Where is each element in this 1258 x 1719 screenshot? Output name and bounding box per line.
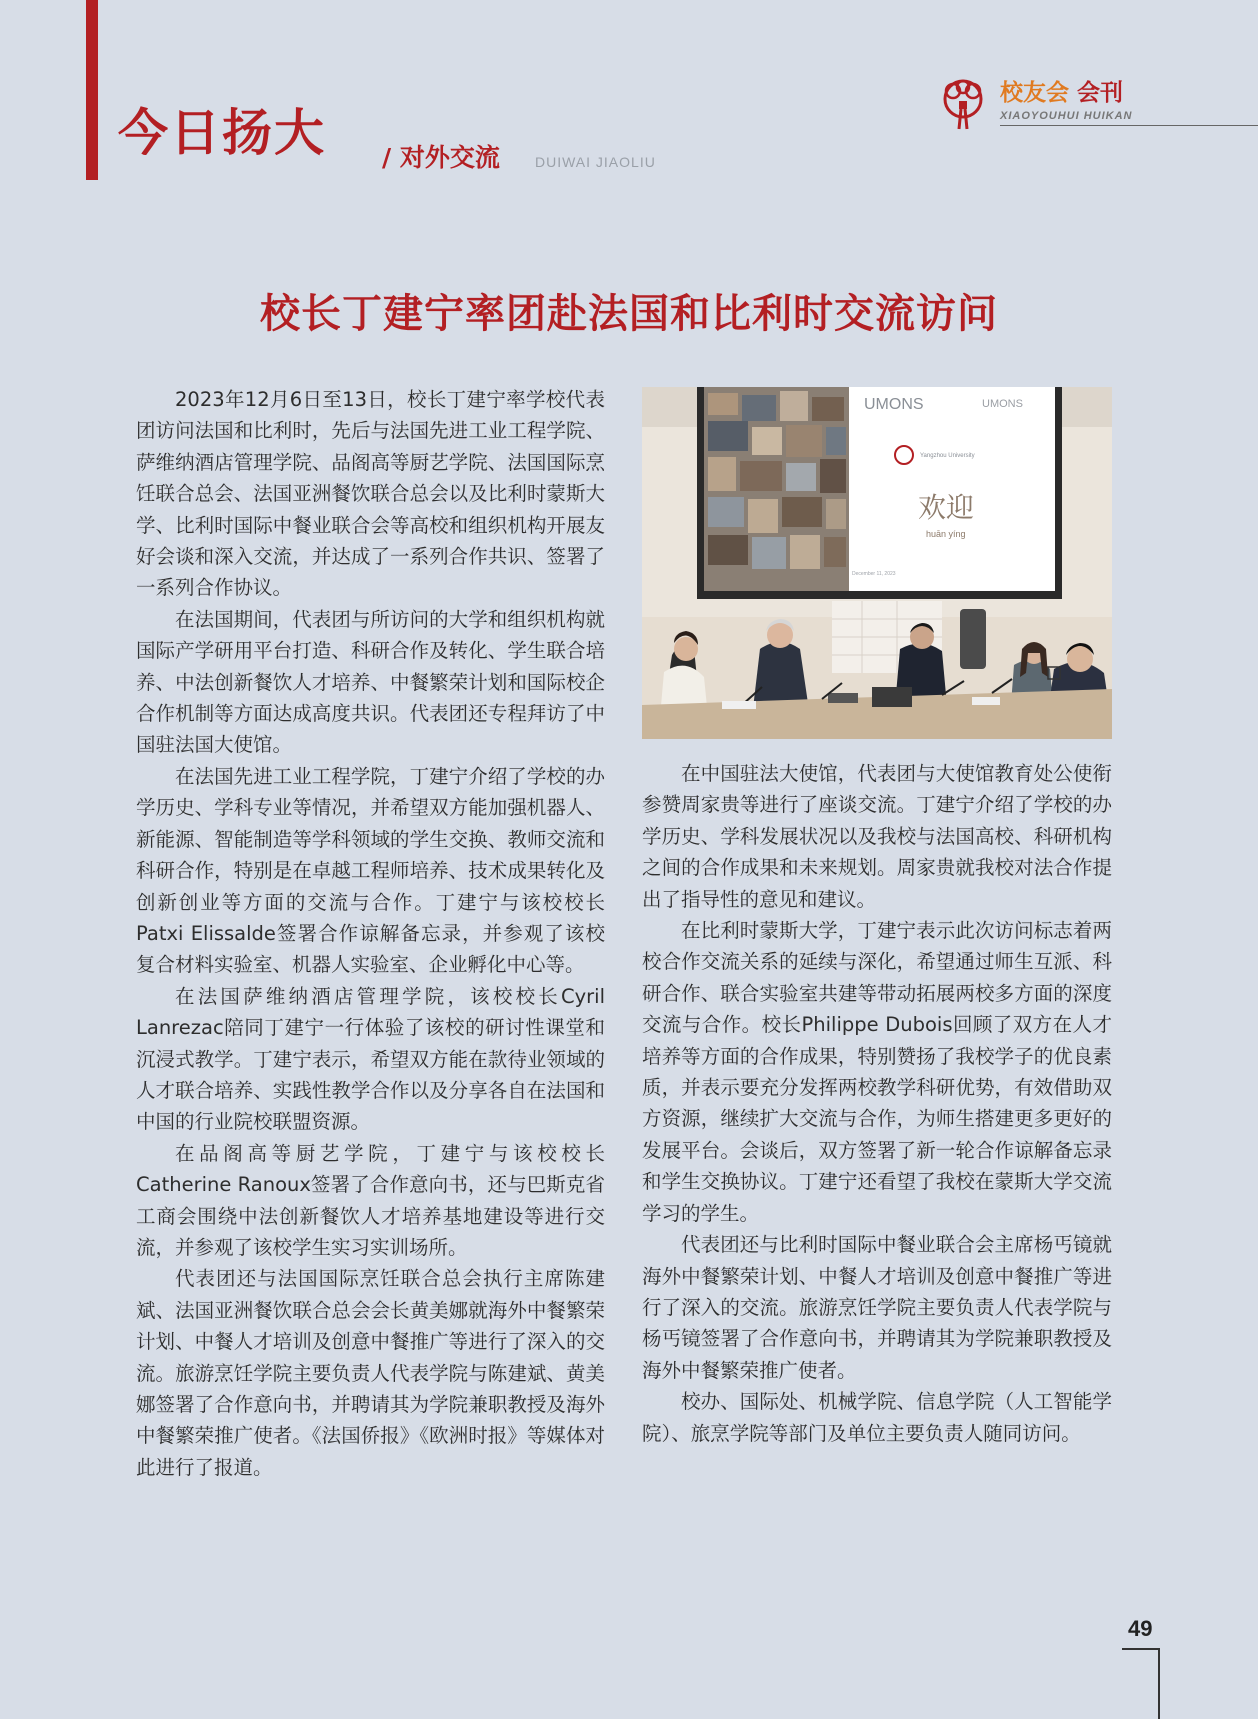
- screen-date: December 11, 2023: [852, 571, 896, 577]
- paragraph: 在法国期间，代表团与所访问的大学和组织机构就国际产学研用平台打造、科研合作及转化、学生联合培养、中法创新餐饮人才培养、中餐繁荣计划和国际校企合作机制等方面达成高度共识。代表团还专程拜访了中国驻法国大使馆。: [136, 607, 605, 757]
- meeting-photo: [642, 387, 1112, 739]
- screen-umons-logo-small: UMONS: [982, 398, 1023, 410]
- header-red-bar: [86, 0, 98, 180]
- paragraph: 在比利时蒙斯大学，丁建宁表示此次访问标志着两校合作交流关系的延续与深化，希望通过师生互派、科研合作、联合实验室共建等带动拓展两校多方面的深度交流与合作。校长Philippe Dubois回顾了双方在人才培养等方面的合作成果，特别赞扬了我校学子的优良素质，并表示要充分发挥两校教学科研优势，有效借助双方资源，继续扩大交流与合作，为师生搭建更多更好的发展平台。会谈后，双方签署了新一轮合作谅解备忘录和学生交换协议。丁建宁还看望了我校在蒙斯大学交流学习的学生。: [642, 919, 1112, 1225]
- alumni-tree-logo-icon: [935, 75, 991, 131]
- brand-pinyin: XIAOYOUHUI HUIKAN: [1000, 110, 1133, 122]
- article-title: 校长丁建宁率团赴法国和比利时交流访问: [260, 290, 998, 337]
- brand-title: 校友会 会刊: [1000, 80, 1123, 106]
- paragraph: 在品阁高等厨艺学院，丁建宁与该校校长Catherine Ranoux签署了合作意向书，还与巴斯克省工商会围绕中法创新餐饮人才培养基地建设等进行交流，并参观了该校学生实习实训场所。: [136, 1141, 605, 1259]
- article-left-column: [136, 384, 605, 1483]
- screen-pinyin: huān yíng: [926, 529, 966, 539]
- page-number: 49: [1128, 1616, 1153, 1641]
- section-title: 今日扬大: [118, 104, 326, 162]
- paragraph: 2023年12月6日至13日，校长丁建宁率学校代表团访问法国和比利时，先后与法国先进工业工程学院、萨维纳酒店管理学院、品阁高等厨艺学院、法国国际烹饪联合总会、法国亚洲餐饮联合总会以及比利时蒙斯大学、比利时国际中餐业联合会等高校和组织机构开展友好会谈和深入交流，并达成了一系列合作共识、签署了一系列合作协议。: [136, 388, 605, 600]
- paragraph: 校办、国际处、机械学院、信息学院（人工智能学院）、旅烹学院等部门及单位主要负责人随同访问。: [642, 1390, 1112, 1445]
- page-number-rule-vertical: [1158, 1648, 1160, 1719]
- brand-divider: [1000, 125, 1258, 126]
- screen-umons-logo: UMONS: [864, 396, 924, 413]
- paragraph: 在法国先进工业工程学院，丁建宁介绍了学校的办学历史、学科专业等情况，并希望双方能加强机器人、新能源、智能制造等学科领域的学生交换、教师交流和科研合作，特别是在卓越工程师培养、技术成果转化及创新创业等方面的交流与合作。丁建宁与该校校长Patxi Elissalde签署合作谅解备忘录，并参观了该校复合材料实验室、机器人实验室、企业孵化中心等。: [136, 764, 605, 977]
- page-number-rule: [1122, 1648, 1160, 1650]
- paragraph: 代表团还与法国国际烹饪联合总会执行主席陈建斌、法国亚洲餐饮联合总会会长黄美娜就海外中餐繁荣计划、中餐人才培训及创意中餐推广等进行了深入的交流。旅游烹饪学院主要负责人代表学院与陈建斌、黄美娜签署了合作意向书，并聘请其为学院兼职教授及海外中餐繁荣推广使者。《法国侨报》《欧洲时报》等媒体对此进行了报道。: [136, 1267, 605, 1479]
- article-right-column: [642, 758, 1112, 1449]
- screen-welcome: 欢迎: [918, 491, 975, 524]
- paragraph: 在法国萨维纳酒店管理学院，该校校长Cyril Lanrezac陪同丁建宁一行体验了该校的研讨性课堂和沉浸式教学。丁建宁表示，希望双方能在款待业领域的人才联合培养、实践性教学合作以及分享各自在法国和中国的行业院校联盟资源。: [136, 984, 605, 1134]
- paragraph: 代表团还与比利时国际中餐业联合会主席杨丐镜就海外中餐繁荣计划、中餐人才培训及创意中餐推广等进行了深入的交流。旅游烹饪学院主要负责人代表学院与杨丐镜签署了合作意向书，并聘请其为学院兼职教授及海外中餐繁荣推广使者。: [642, 1233, 1112, 1382]
- screen-university: Yangzhou University: [920, 453, 975, 459]
- section-subtitle: / 对外交流: [382, 143, 500, 172]
- paragraph: 在中国驻法大使馆，代表团与大使馆教育处公使衔参赞周家贵等进行了座谈交流。丁建宁介绍了学校的办学历史、学科发展状况以及我校与法国高校、科研机构之间的合作成果和未来规划。周家贵就我校对法合作提出了指导性的意见和建议。: [642, 762, 1112, 911]
- section-pinyin: DUIWAI JIAOLIU: [535, 154, 656, 170]
